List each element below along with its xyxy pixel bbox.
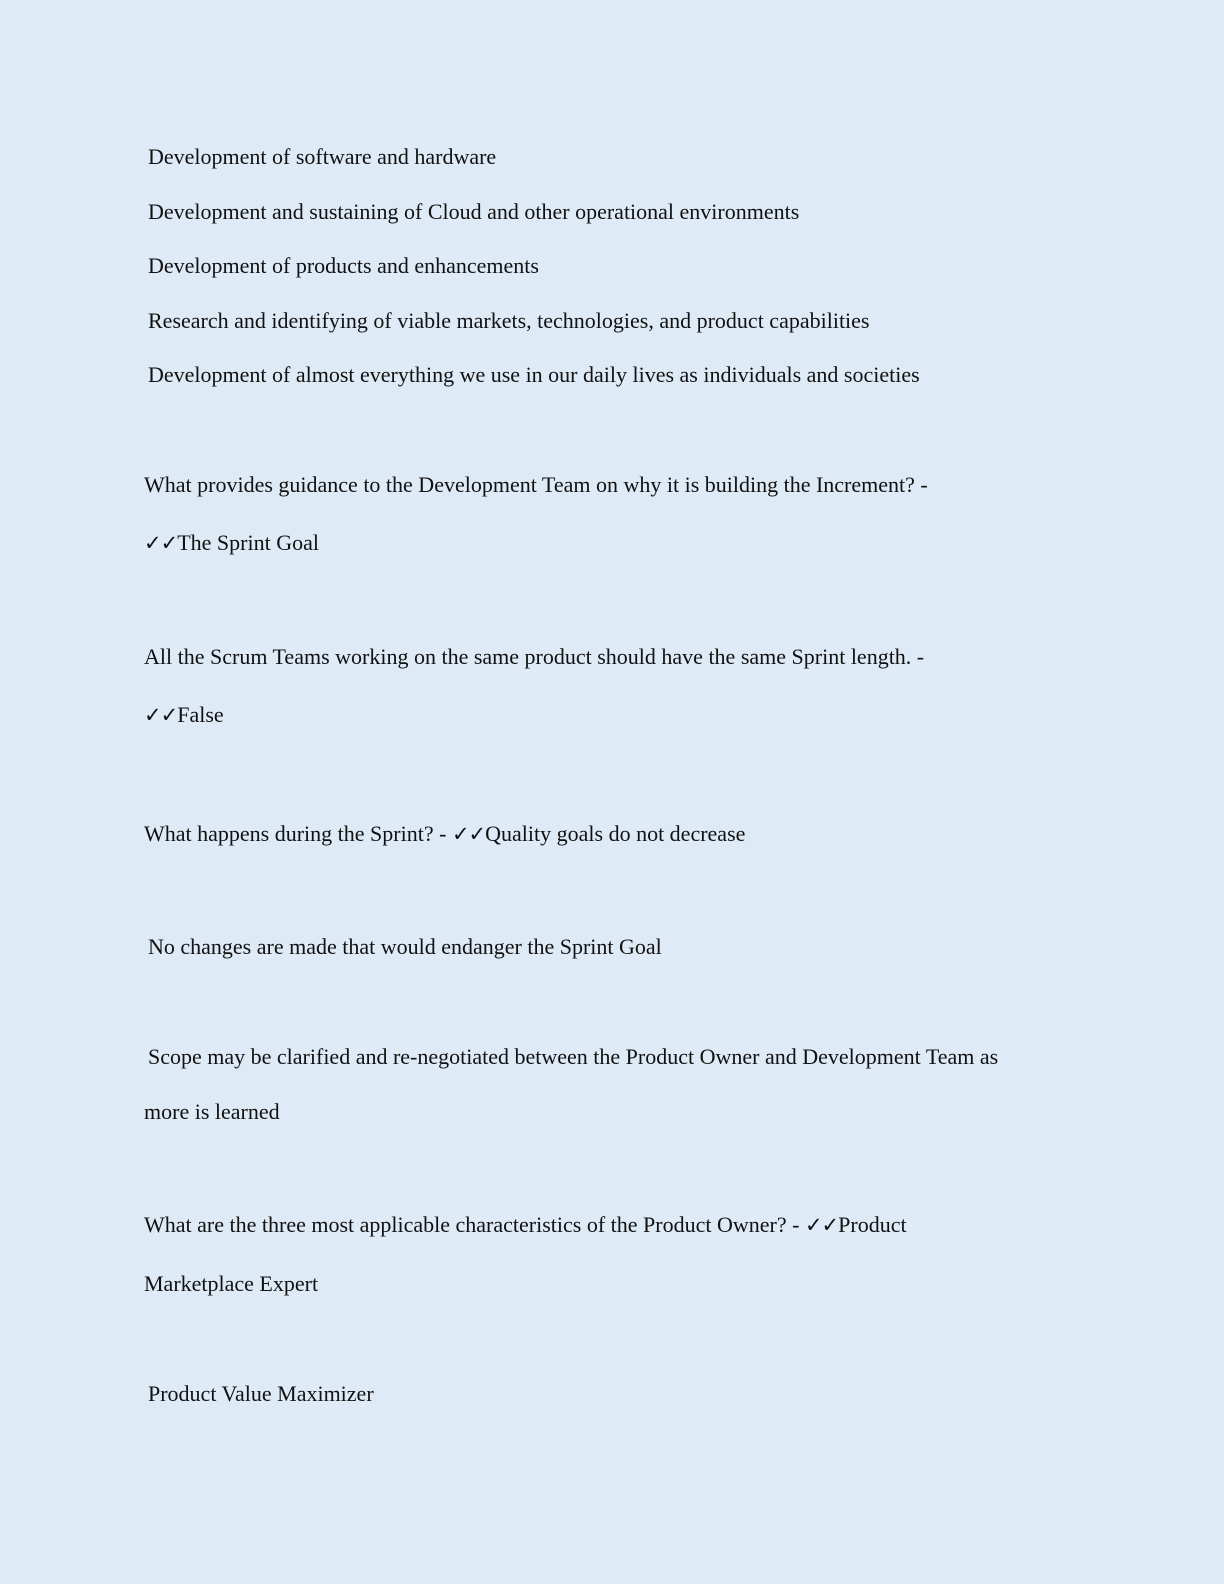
question-3-text: What happens during the Sprint? - <box>144 821 447 846</box>
double-check-icon: ✓✓ <box>144 703 178 727</box>
answer-2 <box>144 701 224 729</box>
question-4-text: What are the three most applicable characteristics of the Product Owner? - <box>144 1212 800 1237</box>
answer-1 <box>144 529 319 557</box>
answer-3-option-1: No changes are made that would endanger the Sprint Goal <box>148 934 662 959</box>
answer-2-text: False <box>177 702 224 727</box>
answer-4-text-line-2: Marketplace Expert <box>144 1271 319 1296</box>
double-check-icon: ✓✓ <box>804 1213 839 1237</box>
option-line-4: Research and identifying of viable markets, technologies, and product capabilities <box>148 308 870 333</box>
option-line-5: Development of almost everything we use in our daily lives as individuals and societies <box>148 362 920 387</box>
double-check-icon: ✓✓ <box>144 531 178 555</box>
question-3 <box>144 820 745 848</box>
question-2: All the Scrum Teams working on the same product should have the same Sprint length. - <box>144 644 925 669</box>
option-line-2: Development and sustaining of Cloud and other operational environments <box>148 199 800 224</box>
double-check-icon: ✓✓ <box>451 822 486 846</box>
answer-3-option-2-line-1: Scope may be clarified and re-negotiated between the Product Owner and Development Team as <box>148 1044 999 1069</box>
answer-3-option-2-line-2: more is learned <box>144 1099 280 1124</box>
question-1: What provides guidance to the Development Team on why it is building the Increment? - <box>144 472 928 497</box>
option-line-3: Development of products and enhancements <box>148 253 539 278</box>
answer-4-text-line-1: Product <box>838 1212 907 1237</box>
answer-3-text: Quality goals do not decrease <box>485 821 746 846</box>
option-line-1: Development of software and hardware <box>148 144 497 169</box>
answer-4-option-1: Product Value Maximizer <box>148 1381 374 1406</box>
question-4 <box>144 1211 907 1239</box>
answer-1-text: The Sprint Goal <box>177 530 319 555</box>
